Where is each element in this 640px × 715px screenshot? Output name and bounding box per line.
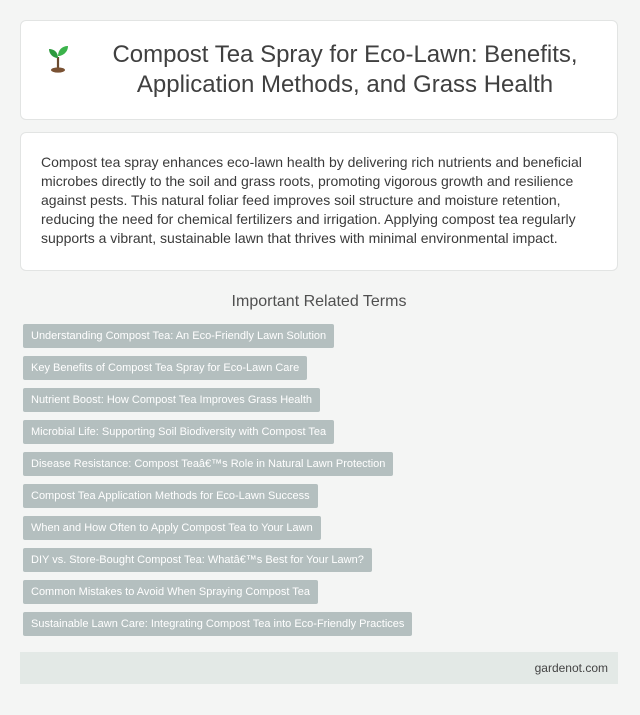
sprout-icon xyxy=(41,40,75,74)
page-title: Compost Tea Spray for Eco-Lawn: Benefits, Application Methods, and Grass Health xyxy=(112,41,578,98)
term-tag[interactable]: Microbial Life: Supporting Soil Biodiversity with Compost Tea xyxy=(23,420,334,444)
term-tag[interactable]: Common Mistakes to Avoid When Spraying Compost Tea xyxy=(23,580,318,604)
term-tag[interactable]: Disease Resistance: Compost Teaâ€™s Role in Natural Lawn Protection xyxy=(23,452,393,476)
related-terms-list xyxy=(20,324,618,644)
header-inner xyxy=(21,40,617,100)
term-tag[interactable]: Key Benefits of Compost Tea Spray for Eco-Lawn Care xyxy=(23,356,307,380)
related-terms-heading: Important Related Terms xyxy=(231,293,407,310)
intro-paragraph: Compost tea spray enhances eco-lawn health by delivering rich nutrients and beneficial microbes directly to the soil and grass roots, promoting vigorous growth and resilience against pests. This natural foliar feed improves soil structure and moisture retention, reducing the need for chemical fertilizers and irrigation. Applying compost tea regularly supports a vibrant, sustainable lawn that thrives with minimal environmental impact. xyxy=(41,154,582,246)
footer-site-name[interactable]: gardenot.com xyxy=(534,661,608,675)
term-tag[interactable]: Understanding Compost Tea: An Eco-Friendly Lawn Solution xyxy=(23,324,334,348)
term-tag[interactable]: Sustainable Lawn Care: Integrating Compost Tea into Eco-Friendly Practices xyxy=(23,612,412,636)
term-tag[interactable]: DIY vs. Store-Bought Compost Tea: Whatâ€™s Best for Your Lawn? xyxy=(23,548,372,572)
term-tag[interactable]: Nutrient Boost: How Compost Tea Improves Grass Health xyxy=(23,388,320,412)
header-card xyxy=(20,20,618,120)
intro-card xyxy=(20,132,618,271)
term-tag[interactable]: When and How Often to Apply Compost Tea to Your Lawn xyxy=(23,516,321,540)
footer xyxy=(20,652,618,684)
term-tag[interactable]: Compost Tea Application Methods for Eco-Lawn Success xyxy=(23,484,318,508)
related-terms-section xyxy=(20,292,618,644)
